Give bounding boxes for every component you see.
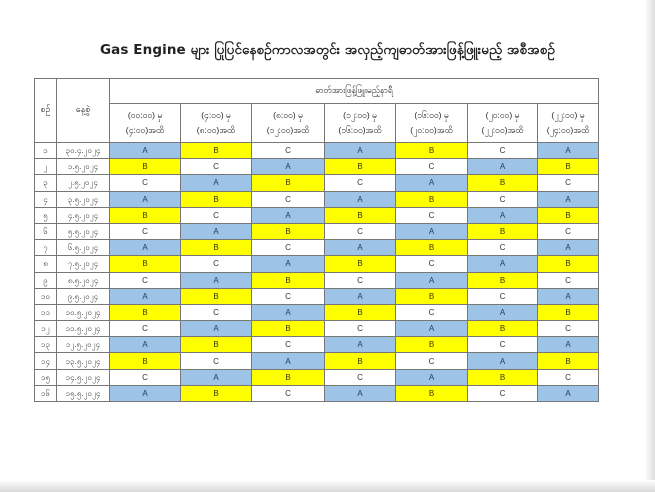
group-cell: C (396, 256, 468, 272)
time-slot-to: (၂၄:၀၀)အထိ (546, 125, 590, 135)
row-number: ၁၄ (35, 353, 57, 369)
row-date: ၁၀.၅.၂၀၂၄ (57, 304, 110, 320)
group-cell: C (538, 321, 599, 337)
group-cell: C (252, 240, 325, 256)
row-number: ၁၅ (35, 369, 57, 385)
time-slot-from: (၀၀:၀၀) မှ (127, 110, 163, 120)
group-cell: B (396, 385, 468, 401)
time-slot-header-row (35, 104, 599, 143)
group-cell: A (181, 272, 252, 288)
group-cell: C (325, 369, 396, 385)
group-cell: B (110, 159, 181, 175)
row-date: ၃.၅.၂၀၂၄ (57, 191, 110, 207)
table-row (35, 191, 599, 207)
header-no: စဉ် (35, 79, 57, 143)
group-cell: C (325, 175, 396, 191)
group-cell: A (538, 337, 599, 353)
group-cell: A (110, 337, 181, 353)
group-cell: A (396, 223, 468, 239)
group-cell: B (538, 256, 599, 272)
group-cell: A (110, 143, 181, 159)
group-cell: B (252, 223, 325, 239)
row-date: ၁၄.၅.၂၀၂၄ (57, 369, 110, 385)
row-date: ၁၁.၅.၂၀၂၄ (57, 321, 110, 337)
group-cell: C (325, 223, 396, 239)
time-slot-header (110, 104, 181, 143)
group-cell: A (396, 272, 468, 288)
table-row (35, 353, 599, 369)
row-date: ၉.၅.၂၀၂၄ (57, 288, 110, 304)
group-cell: A (396, 175, 468, 191)
group-cell: C (468, 240, 538, 256)
time-slot-header (252, 104, 325, 143)
row-number: ၅ (35, 207, 57, 223)
group-cell: C (252, 288, 325, 304)
group-cell: B (325, 304, 396, 320)
group-cell: A (538, 385, 599, 401)
group-cell: B (110, 304, 181, 320)
group-cell: C (468, 288, 538, 304)
row-number: ၁၂ (35, 321, 57, 337)
time-slot-header (538, 104, 599, 143)
group-cell: A (252, 256, 325, 272)
group-cell: B (396, 143, 468, 159)
group-cell: A (468, 256, 538, 272)
group-cell: A (110, 240, 181, 256)
group-cell: C (252, 337, 325, 353)
group-cell: A (252, 353, 325, 369)
group-cell: B (181, 240, 252, 256)
group-cell: A (538, 288, 599, 304)
group-cell: A (468, 353, 538, 369)
group-cell: C (468, 191, 538, 207)
group-cell: A (468, 304, 538, 320)
group-cell: B (396, 288, 468, 304)
group-cell: B (325, 353, 396, 369)
group-cell: B (538, 159, 599, 175)
page-bottom-shadow (0, 480, 655, 492)
time-slot-from: (၁၆:၀၀) မှ (414, 110, 449, 120)
row-date: ၅.၅.၂၀၂၄ (57, 223, 110, 239)
group-cell: B (325, 159, 396, 175)
group-cell: A (181, 321, 252, 337)
group-cell: A (325, 385, 396, 401)
group-cell: C (181, 207, 252, 223)
group-cell: A (110, 288, 181, 304)
group-cell: A (538, 240, 599, 256)
row-number: ၁၃ (35, 337, 57, 353)
page-edge-shadow (645, 0, 655, 492)
row-date: ၃၀.၄.၂၀၂၄ (57, 143, 110, 159)
group-cell: B (396, 240, 468, 256)
group-cell: A (252, 207, 325, 223)
group-cell: A (468, 159, 538, 175)
group-cell: C (396, 304, 468, 320)
row-date: ၁၂.၅.၂၀၂၄ (57, 337, 110, 353)
group-cell: C (396, 207, 468, 223)
group-cell: C (252, 385, 325, 401)
time-slot-to: (၂၀:၀၀)အထိ (410, 125, 453, 135)
group-cell: A (181, 223, 252, 239)
group-cell: B (538, 353, 599, 369)
group-cell: C (468, 385, 538, 401)
group-cell: C (252, 191, 325, 207)
time-slot-from: (၁၂:၀၀) မှ (343, 110, 377, 120)
group-cell: B (181, 288, 252, 304)
row-number: ၁၀ (35, 288, 57, 304)
group-cell: C (181, 304, 252, 320)
group-cell: C (252, 143, 325, 159)
group-cell: B (181, 143, 252, 159)
group-cell: A (325, 288, 396, 304)
group-cell: A (110, 385, 181, 401)
table-row (35, 337, 599, 353)
table-row (35, 240, 599, 256)
table-row (35, 385, 599, 401)
table-row (35, 256, 599, 272)
group-cell: C (110, 321, 181, 337)
group-cell: A (110, 191, 181, 207)
group-cell: A (538, 143, 599, 159)
table-row (35, 272, 599, 288)
time-slot-header (468, 104, 538, 143)
time-slot-header (325, 104, 396, 143)
group-cell: A (325, 240, 396, 256)
time-slot-to: (၂၂:၀၀)အထိ (481, 125, 524, 135)
group-cell: B (110, 256, 181, 272)
time-slot-from: (၂၀:၀၀) မှ (485, 110, 520, 120)
time-slot-to: (၁၂:၀၀)အထိ (266, 125, 310, 135)
time-slot-from: (၈:၀၀) မှ (273, 110, 303, 120)
group-cell: C (110, 175, 181, 191)
time-slot-header (396, 104, 468, 143)
row-date: ၄.၅.၂၀၂၄ (57, 207, 110, 223)
group-cell: B (468, 272, 538, 288)
group-cell: B (538, 207, 599, 223)
table-row (35, 304, 599, 320)
time-slot-header (181, 104, 252, 143)
group-cell: A (325, 191, 396, 207)
group-cell: B (181, 385, 252, 401)
group-cell: C (468, 143, 538, 159)
row-number: ၃ (35, 175, 57, 191)
group-cell: A (252, 304, 325, 320)
group-cell: B (325, 256, 396, 272)
group-cell: B (252, 272, 325, 288)
group-cell: B (181, 191, 252, 207)
group-cell: C (538, 369, 599, 385)
group-cell: C (538, 175, 599, 191)
group-cell: B (252, 175, 325, 191)
row-date: ၂.၅.၂၀၂၄ (57, 175, 110, 191)
group-cell: C (468, 337, 538, 353)
group-cell: C (325, 321, 396, 337)
group-cell: B (181, 337, 252, 353)
group-cell: B (468, 369, 538, 385)
group-cell: B (468, 175, 538, 191)
table-row (35, 207, 599, 223)
group-cell: B (110, 207, 181, 223)
group-cell: A (538, 191, 599, 207)
table-row (35, 223, 599, 239)
row-number: ၁၆ (35, 385, 57, 401)
row-date: ၆.၅.၂၀၂၄ (57, 240, 110, 256)
row-date: ၁၃.၅.၂၀၂၄ (57, 353, 110, 369)
group-cell: B (110, 353, 181, 369)
time-slot-to: (၁၆:၀၀)အထိ (338, 125, 382, 135)
group-cell: B (396, 337, 468, 353)
row-number: ၇ (35, 240, 57, 256)
header-date: နေ့စွဲ (57, 79, 110, 143)
row-number: ၂ (35, 159, 57, 175)
table-row (35, 159, 599, 175)
group-cell: A (181, 369, 252, 385)
group-cell: C (396, 159, 468, 175)
row-date: ၁.၅.၂၀၂၄ (57, 159, 110, 175)
group-cell: C (181, 353, 252, 369)
group-cell: B (252, 321, 325, 337)
group-cell: B (325, 207, 396, 223)
row-number: ၈ (35, 256, 57, 272)
group-cell: C (181, 256, 252, 272)
group-cell: C (325, 272, 396, 288)
schedule-body (35, 143, 599, 402)
row-number: ၉ (35, 272, 57, 288)
row-number: ၄ (35, 191, 57, 207)
group-cell: A (181, 175, 252, 191)
row-date: ၁၅.၅.၂၀၂၄ (57, 385, 110, 401)
group-cell: A (468, 207, 538, 223)
group-cell: C (110, 272, 181, 288)
row-date: ၈.၅.၂၀၂၄ (57, 272, 110, 288)
time-slot-to: (၈:၀၀)အထိ (196, 125, 236, 135)
table-row (35, 175, 599, 191)
group-cell: B (396, 191, 468, 207)
group-cell: C (538, 272, 599, 288)
group-cell: B (252, 369, 325, 385)
group-cell: A (396, 369, 468, 385)
time-slot-from: (၄:၀၀) မှ (201, 110, 231, 120)
group-cell: A (325, 337, 396, 353)
row-date: ၇.၅.၂၀၂၄ (57, 256, 110, 272)
row-number: ၁ (35, 143, 57, 159)
table-row (35, 321, 599, 337)
header-group: ဓာတ်အားဖြန့်ဖြူးမည့်နာရီ (110, 79, 599, 104)
row-number: ၁၁ (35, 304, 57, 320)
group-cell: C (396, 353, 468, 369)
group-cell: B (468, 321, 538, 337)
schedule-table (34, 78, 599, 402)
group-cell: C (181, 159, 252, 175)
page-title: Gas Engine များ ပြုပြင်နေစဉ်ကာလအတွင်း အလှည့်ကျဓာတ်အားဖြန့်ဖြူးမည့် အစီအစဉ် (99, 42, 556, 58)
group-cell: C (110, 223, 181, 239)
time-slot-to: (၄:၀၀)အထိ (125, 125, 165, 135)
group-cell: A (325, 143, 396, 159)
group-cell: C (538, 223, 599, 239)
table-row (35, 369, 599, 385)
group-cell: A (252, 159, 325, 175)
table-row (35, 288, 599, 304)
group-cell: B (538, 304, 599, 320)
group-cell: B (468, 223, 538, 239)
row-number: ၆ (35, 223, 57, 239)
group-cell: C (110, 369, 181, 385)
time-slot-from: (၂၂:၀၀) မှ (551, 110, 585, 120)
table-row (35, 143, 599, 159)
group-cell: A (396, 321, 468, 337)
